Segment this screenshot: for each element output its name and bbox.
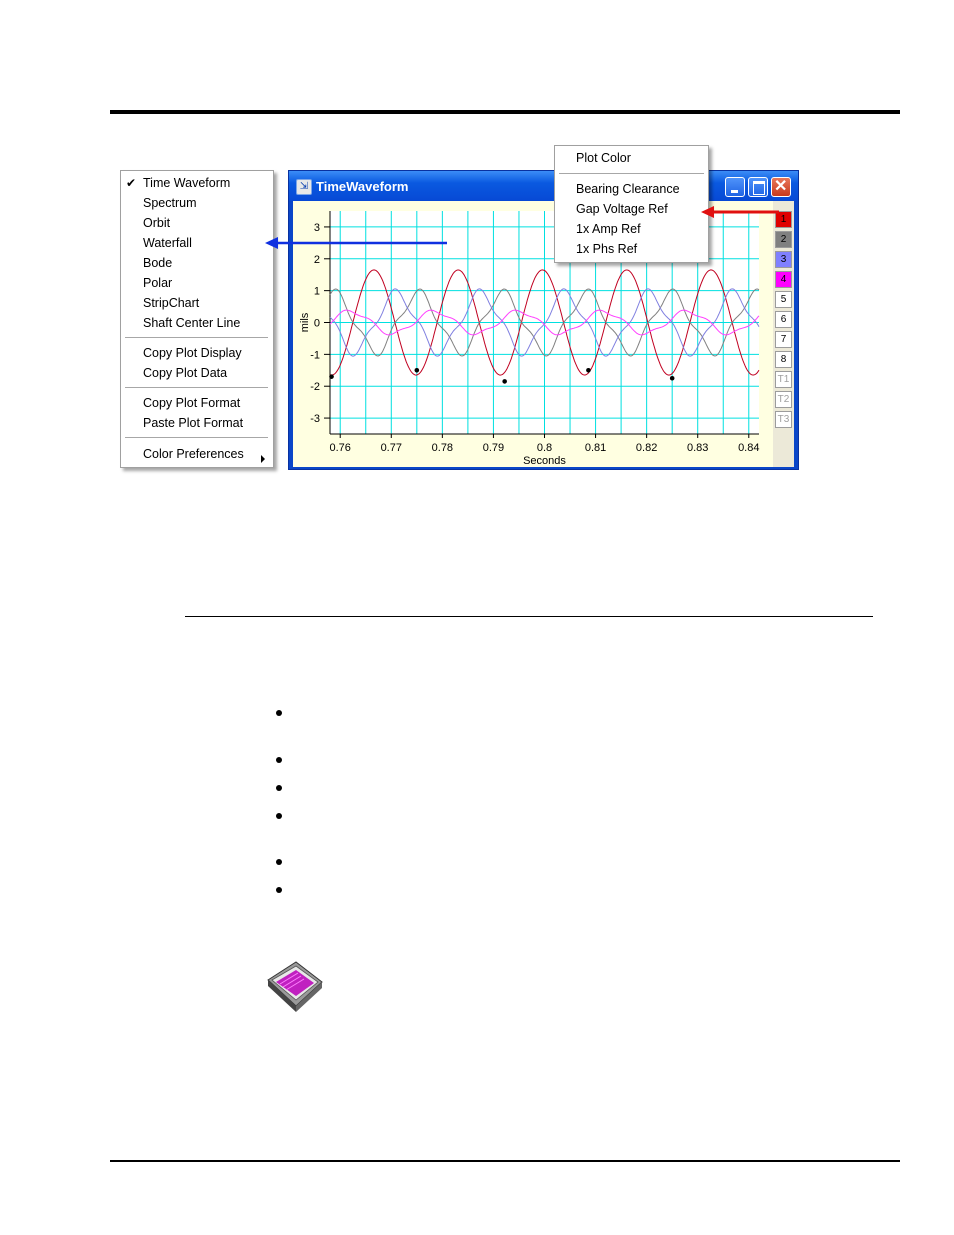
channel-button-3[interactable]: 3 [775,251,792,268]
color-menu-item-1x-phs-ref[interactable]: 1x Phs Ref [576,242,638,256]
y-tick-label: 3 [313,221,320,234]
x-axis-label: Seconds [523,455,566,467]
menu-item-bode[interactable]: Bode [143,256,173,270]
y-tick-label: -2 [310,381,320,394]
checkmark-icon: ✔ [126,176,137,190]
x-tick-label: 0.83 [687,442,709,454]
bullet-point [276,757,282,763]
color-menu-item-1x-amp-ref[interactable]: 1x Amp Ref [576,222,641,236]
annotation-arrows [0,0,954,500]
menu-item-paste-plot-format[interactable]: Paste Plot Format [143,416,244,430]
x-tick-label: 0.78 [431,442,454,454]
bullet-point [276,813,282,819]
bullet-point [276,785,282,791]
close-icon: ✕ [774,178,788,195]
menu-item-polar[interactable]: Polar [143,276,173,290]
channel-button-1[interactable]: 1 [775,211,792,228]
channel-button-5[interactable]: 5 [775,291,792,308]
menu-item-copy-plot-data[interactable]: Copy Plot Data [143,366,228,380]
channel-button-8[interactable]: 8 [775,351,792,368]
bullet-point [276,710,282,716]
color-menu-item-bearing-clearance[interactable]: Bearing Clearance [576,182,680,196]
channel-button-6[interactable]: 6 [775,311,792,328]
menu-item-copy-plot-format[interactable]: Copy Plot Format [143,396,241,410]
y-tick-label: 0 [313,317,320,330]
channel-button-2[interactable]: 2 [775,231,792,248]
window-title: TimeWaveform [316,179,409,194]
x-tick-label: 0.82 [635,442,658,454]
menu-item-stripchart[interactable]: StripChart [143,296,200,310]
app-icon: ⇲ [296,179,312,195]
channel-button-t1[interactable]: T1 [775,371,792,388]
menu-item-spectrum[interactable]: Spectrum [143,196,197,210]
x-tick-label: 0.76 [329,442,351,454]
menu-item-copy-plot-display[interactable]: Copy Plot Display [143,346,242,360]
section-rule [185,616,873,617]
x-tick-label: 0.84 [738,442,760,454]
menu-item-color-preferences[interactable]: Color Preferences [143,447,244,461]
x-tick-label: 0.81 [584,442,607,454]
blue-arrow [265,237,447,249]
x-tick-label: 0.77 [380,442,402,454]
y-tick-label: -3 [310,413,320,426]
footer-rule [110,1160,900,1162]
y-tick-label: 2 [313,253,320,266]
y-axis-label: mils [299,312,311,333]
bullet-point [276,887,282,893]
red-arrow [701,206,779,218]
menu-item-time-waveform[interactable]: Time Waveform [143,176,231,190]
y-tick-label: 1 [313,285,320,298]
menu-item-orbit[interactable]: Orbit [143,216,171,230]
channel-button-t2[interactable]: T2 [775,391,792,408]
reference-book-icon [266,960,326,1016]
channel-button-t3[interactable]: T3 [775,411,792,428]
channel-button-7[interactable]: 7 [775,331,792,348]
color-menu-item-gap-voltage-ref[interactable]: Gap Voltage Ref [576,202,668,216]
channel-button-4[interactable]: 4 [775,271,792,288]
x-tick-label: 0.79 [482,442,505,454]
y-tick-label: -1 [310,349,320,362]
x-tick-label: 0.8 [536,442,553,454]
bullet-point [276,859,282,865]
menu-item-waterfall[interactable]: Waterfall [143,236,192,250]
color-menu-item-plot-color[interactable]: Plot Color [576,151,631,165]
menu-item-shaft-center-line[interactable]: Shaft Center Line [143,316,241,330]
